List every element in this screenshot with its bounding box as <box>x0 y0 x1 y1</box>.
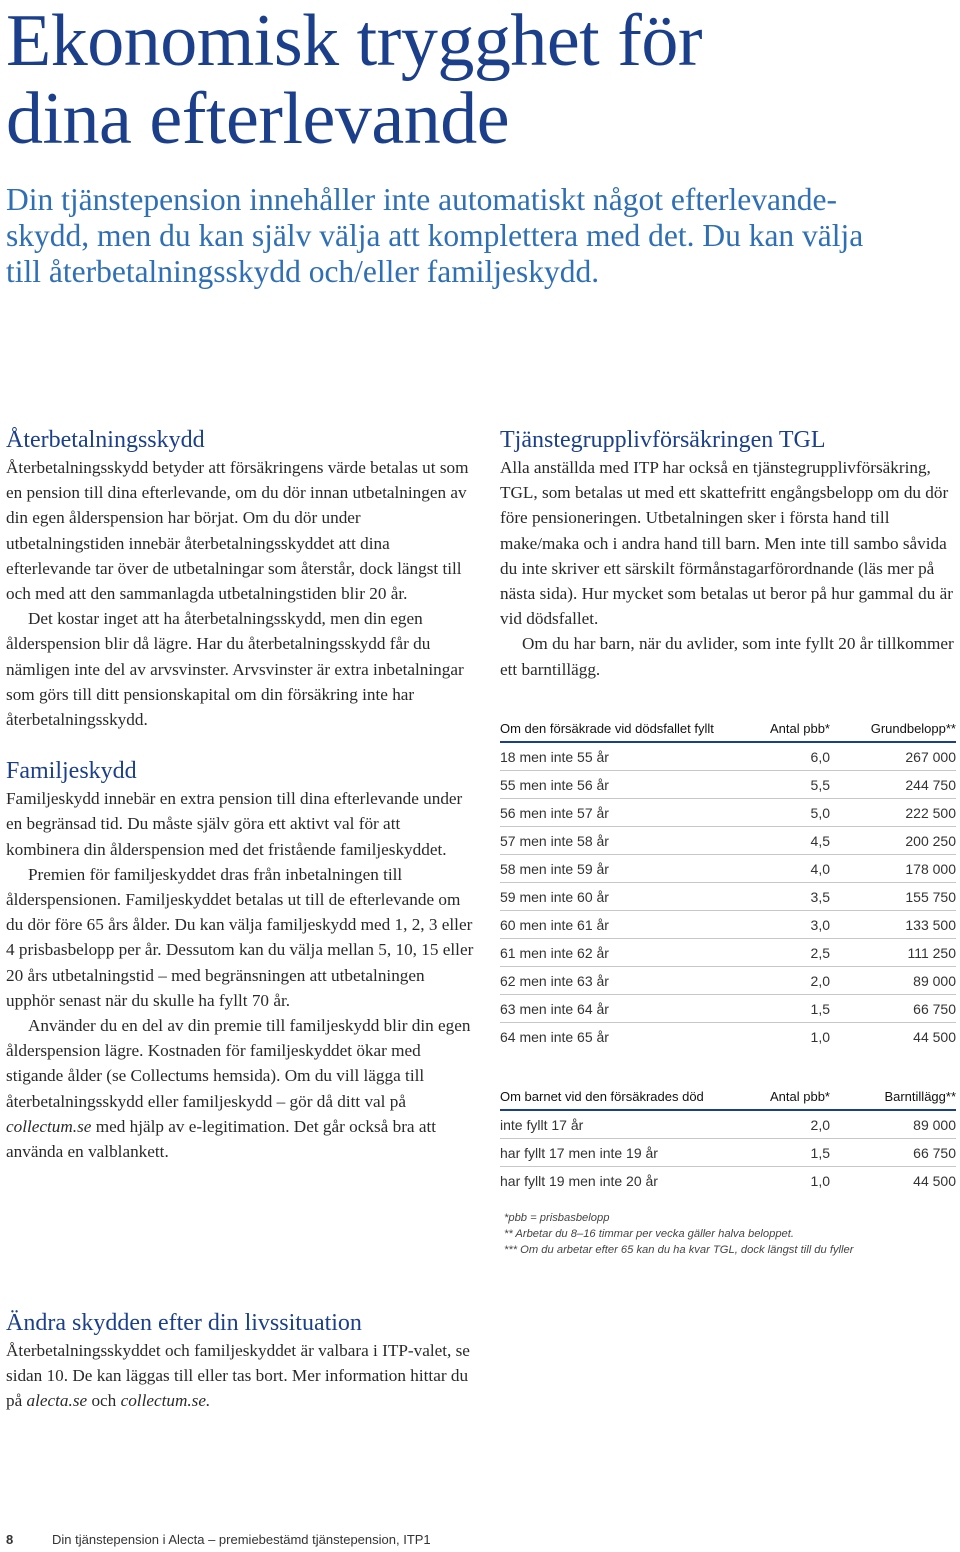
footnote-1: *pbb = prisbasbelopp <box>504 1212 610 1224</box>
title-line-2: dina efterlevande <box>6 78 510 160</box>
table-header-row <box>500 718 956 742</box>
andra-paragraph <box>6 1338 486 1414</box>
table-cell-pbb: 3,5 <box>748 883 830 911</box>
footnote-3: *** Om du arbetar efter 65 kan du ha kvar TGL, dock längst till du fyller <box>504 1244 854 1256</box>
table-row <box>500 1167 956 1195</box>
table-cell-pbb: 1,5 <box>748 995 830 1023</box>
table-row <box>500 799 956 827</box>
table-row <box>500 742 956 771</box>
aterbetalning-heading: Återbetalningsskydd <box>6 427 205 453</box>
table-header-row <box>500 1086 956 1110</box>
table-row <box>500 995 956 1023</box>
table-cell-amount: 200 250 <box>830 827 956 855</box>
table-cell-label: 57 men inte 58 år <box>500 827 748 855</box>
andra-text-mid: och <box>87 1391 121 1411</box>
table-cell-label: 61 men inte 62 år <box>500 939 748 967</box>
table-cell-amount: 111 250 <box>830 939 956 967</box>
right-column <box>500 425 958 682</box>
familjeskydd-heading: Familjeskydd <box>6 758 137 785</box>
page-title <box>6 2 946 158</box>
andra-heading: Ändra skydden efter din livssituation <box>6 1310 362 1336</box>
familjeskydd-paragraph-1: Familjeskydd innebär en extra pension till dina efterlevande under en begränsad tid. Du måste själv göra ett aktivt val för att kombinera din ålderspension med det fristående familjeskyddet. <box>6 789 463 859</box>
table-cell-label: 60 men inte 61 år <box>500 911 748 939</box>
table-cell-amount: 66 750 <box>830 1139 956 1167</box>
table-cell-label: inte fyllt 17 år <box>500 1110 748 1139</box>
table-cell-amount: 244 750 <box>830 771 956 799</box>
table-cell-amount: 44 500 <box>913 1028 956 1045</box>
table-cell-pbb: 5,0 <box>748 799 830 827</box>
table-cell-label: 63 men inte 64 år <box>500 995 748 1023</box>
table-header-amount: Grundbelopp** <box>830 718 956 742</box>
table-cell-pbb: 2,0 <box>748 967 830 995</box>
barntillagg-table-body <box>500 1110 956 1194</box>
table-row <box>500 967 956 995</box>
table-cell-pbb: 1,0 <box>810 1172 830 1189</box>
table-cell-label: 56 men inte 57 år <box>500 799 748 827</box>
table-header-age: Om den försäkrade vid dödsfallet fyllt <box>500 718 748 742</box>
table-cell-label: 58 men inte 59 år <box>500 855 748 883</box>
table-cell-amount: 155 750 <box>830 883 956 911</box>
table-cell-label: 55 men inte 56 år <box>500 771 748 799</box>
table-cell-pbb: 2,0 <box>748 1110 830 1139</box>
table-row <box>500 855 956 883</box>
table-cell-amount: 133 500 <box>830 911 956 939</box>
familjeskydd-paragraph-3 <box>6 1013 476 1164</box>
table-row <box>500 1023 956 1051</box>
intro-line-1: Din tjänstepension innehåller inte automatiskt något efterlevande- <box>6 182 837 217</box>
table-cell-amount: 66 750 <box>830 995 956 1023</box>
table-header-pbb: Antal pbb* <box>748 1086 830 1110</box>
footnotes <box>504 1210 960 1258</box>
table-row <box>500 939 956 967</box>
table-cell-amount: 267 000 <box>830 742 956 771</box>
table-cell-amount: 178 000 <box>830 855 956 883</box>
table-cell-amount: 89 000 <box>830 967 956 995</box>
table-row <box>500 1139 956 1167</box>
grundbelopp-table-body <box>500 742 956 1050</box>
grundbelopp-table <box>500 718 956 1050</box>
table-cell-label: har fyllt 17 men inte 19 år <box>500 1139 748 1167</box>
tgl-paragraph-2: Om du har barn, när du avlider, som inte fyllt 20 år tillkommer ett barntillägg. <box>500 634 954 679</box>
table-header-pbb: Antal pbb* <box>748 718 830 742</box>
table-cell-amount: 44 500 <box>913 1172 956 1189</box>
table-header-child: Om barnet vid den försäkrades död <box>500 1086 748 1110</box>
table-cell-pbb: 6,0 <box>748 742 830 771</box>
table-cell-label: har fyllt 19 men inte 20 år <box>500 1172 658 1189</box>
intro-line-2: skydd, men du kan själv välja att komplettera med det. Du kan välja <box>6 218 864 253</box>
table-row <box>500 827 956 855</box>
table-cell-pbb: 5,5 <box>748 771 830 799</box>
collectum-link-2[interactable]: collectum.se. <box>120 1391 211 1411</box>
aterbetalning-paragraph-2: Det kostar inget att ha återbetalningsskydd, men din egen ålderspension blir då lägre. Har du återbetalningsskydd får du nämligen inte del av arvsvinster. Arvsvinster är extra inbetalningar som görs till ditt pensionskapital om din försäkring inte har återbetalningsskydd. <box>6 609 464 730</box>
table-header-amount: Barntillägg** <box>830 1086 956 1110</box>
table-cell-label: 18 men inte 55 år <box>500 742 748 771</box>
table-row <box>500 883 956 911</box>
table-cell-pbb: 1,5 <box>748 1139 830 1167</box>
familjeskydd-p3-text-end: med hjälp av e-legitimation. Det går också bra att använda en valblankett. <box>6 1116 437 1162</box>
left-column <box>6 425 476 1164</box>
table-cell-label: 64 men inte 65 år <box>500 1028 609 1045</box>
table-cell-pbb: 4,5 <box>748 827 830 855</box>
table-row <box>500 911 956 939</box>
footnote-2: ** Arbetar du 8–16 timmar per vecka gäller halva beloppet. <box>504 1228 795 1240</box>
familjeskydd-p3-text: Använder du en del av din premie till familjeskydd blir din egen ålderspension lägre. Kostnaden för familjeskyddet ökar med stigande ålder (se Collectums hemsida). Om du vill lägga till återbetalningsskydd eller familjeskydd – gör då ditt val på <box>6 1016 471 1111</box>
intro-line-3: till återbetalningsskydd och/eller familjeskydd. <box>6 254 600 289</box>
table-cell-pbb: 2,5 <box>748 939 830 967</box>
intro-text <box>6 182 936 290</box>
title-line-1: Ekonomisk trygghet för <box>6 0 703 82</box>
tgl-paragraph-1: Alla anställda med ITP har också en tjänstegrupplivförsäkring, TGL, som betalas ut med ett skattefritt engångsbelopp om du dör före pensioneringen. Utbetalningen sker i första hand till make/maka och i andra hand till barn. Men inte till sambo såvida du inte skriver ett särskilt förmånstagarförordnande (läs mer på nästa sida). Hur mycket som betalas ut beror på hur gammal du är vid dödsfallet. <box>500 458 953 629</box>
table-cell-pbb: 1,0 <box>810 1028 830 1045</box>
familjeskydd-paragraph-2: Premien för familjeskyddet dras från inbetalningen till ålderspensionen. Familjeskyddet betalas ut till de efterlevande om du dör före 65 års ålder. Du kan välja familjeskydd med 1, 2, 3 eller 4 prisbasbelopp per år. Dessutom kan du välja mellan 5, 10, 15 eller 20 års utbetalningstid – med begränsningen att utbetalningen upphör senast när du skulle ha fyllt 70 år. <box>6 864 474 1010</box>
table-row <box>500 771 956 799</box>
alecta-link[interactable]: alecta.se <box>26 1391 88 1411</box>
andra-section <box>6 1308 486 1414</box>
andra-text: Återbetalningsskyddet och familjeskyddet är valbara i ITP-valet, se sidan 10. De kan läggas till eller tas bort. Mer information hittar du på <box>6 1341 470 1411</box>
aterbetalning-paragraph-1: Återbetalningsskydd betyder att försäkringens värde betalas ut som en pension till dina efterlevande, om du dör innan utbetalningen av din egen ålderspension har börjat. Om du dör under utbetalningstiden innebär återbetalningsskyddet att dina efterlevande tar över de utbetalningar som återstår, dock längst till och med att den sammanlagda utbetalningstiden blir 20 år. <box>6 458 469 604</box>
table-row <box>500 1110 956 1139</box>
table-cell-label: 62 men inte 63 år <box>500 967 748 995</box>
table-cell-pbb: 3,0 <box>748 911 830 939</box>
table-cell-amount: 89 000 <box>830 1110 956 1139</box>
table-cell-amount: 222 500 <box>830 799 956 827</box>
collectum-link[interactable]: collectum.se <box>6 1116 92 1136</box>
table-cell-pbb: 4,0 <box>748 855 830 883</box>
tgl-heading: Tjänstegrupplivförsäkringen TGL <box>500 427 826 453</box>
footer-text: Din tjänstepension i Alecta – premiebestämd tjänstepension, ITP1 <box>52 1532 431 1547</box>
table-cell-label: 59 men inte 60 år <box>500 883 748 911</box>
page-number: 8 <box>6 1532 14 1547</box>
barntillagg-table <box>500 1086 956 1194</box>
page-footer <box>6 1532 906 1547</box>
